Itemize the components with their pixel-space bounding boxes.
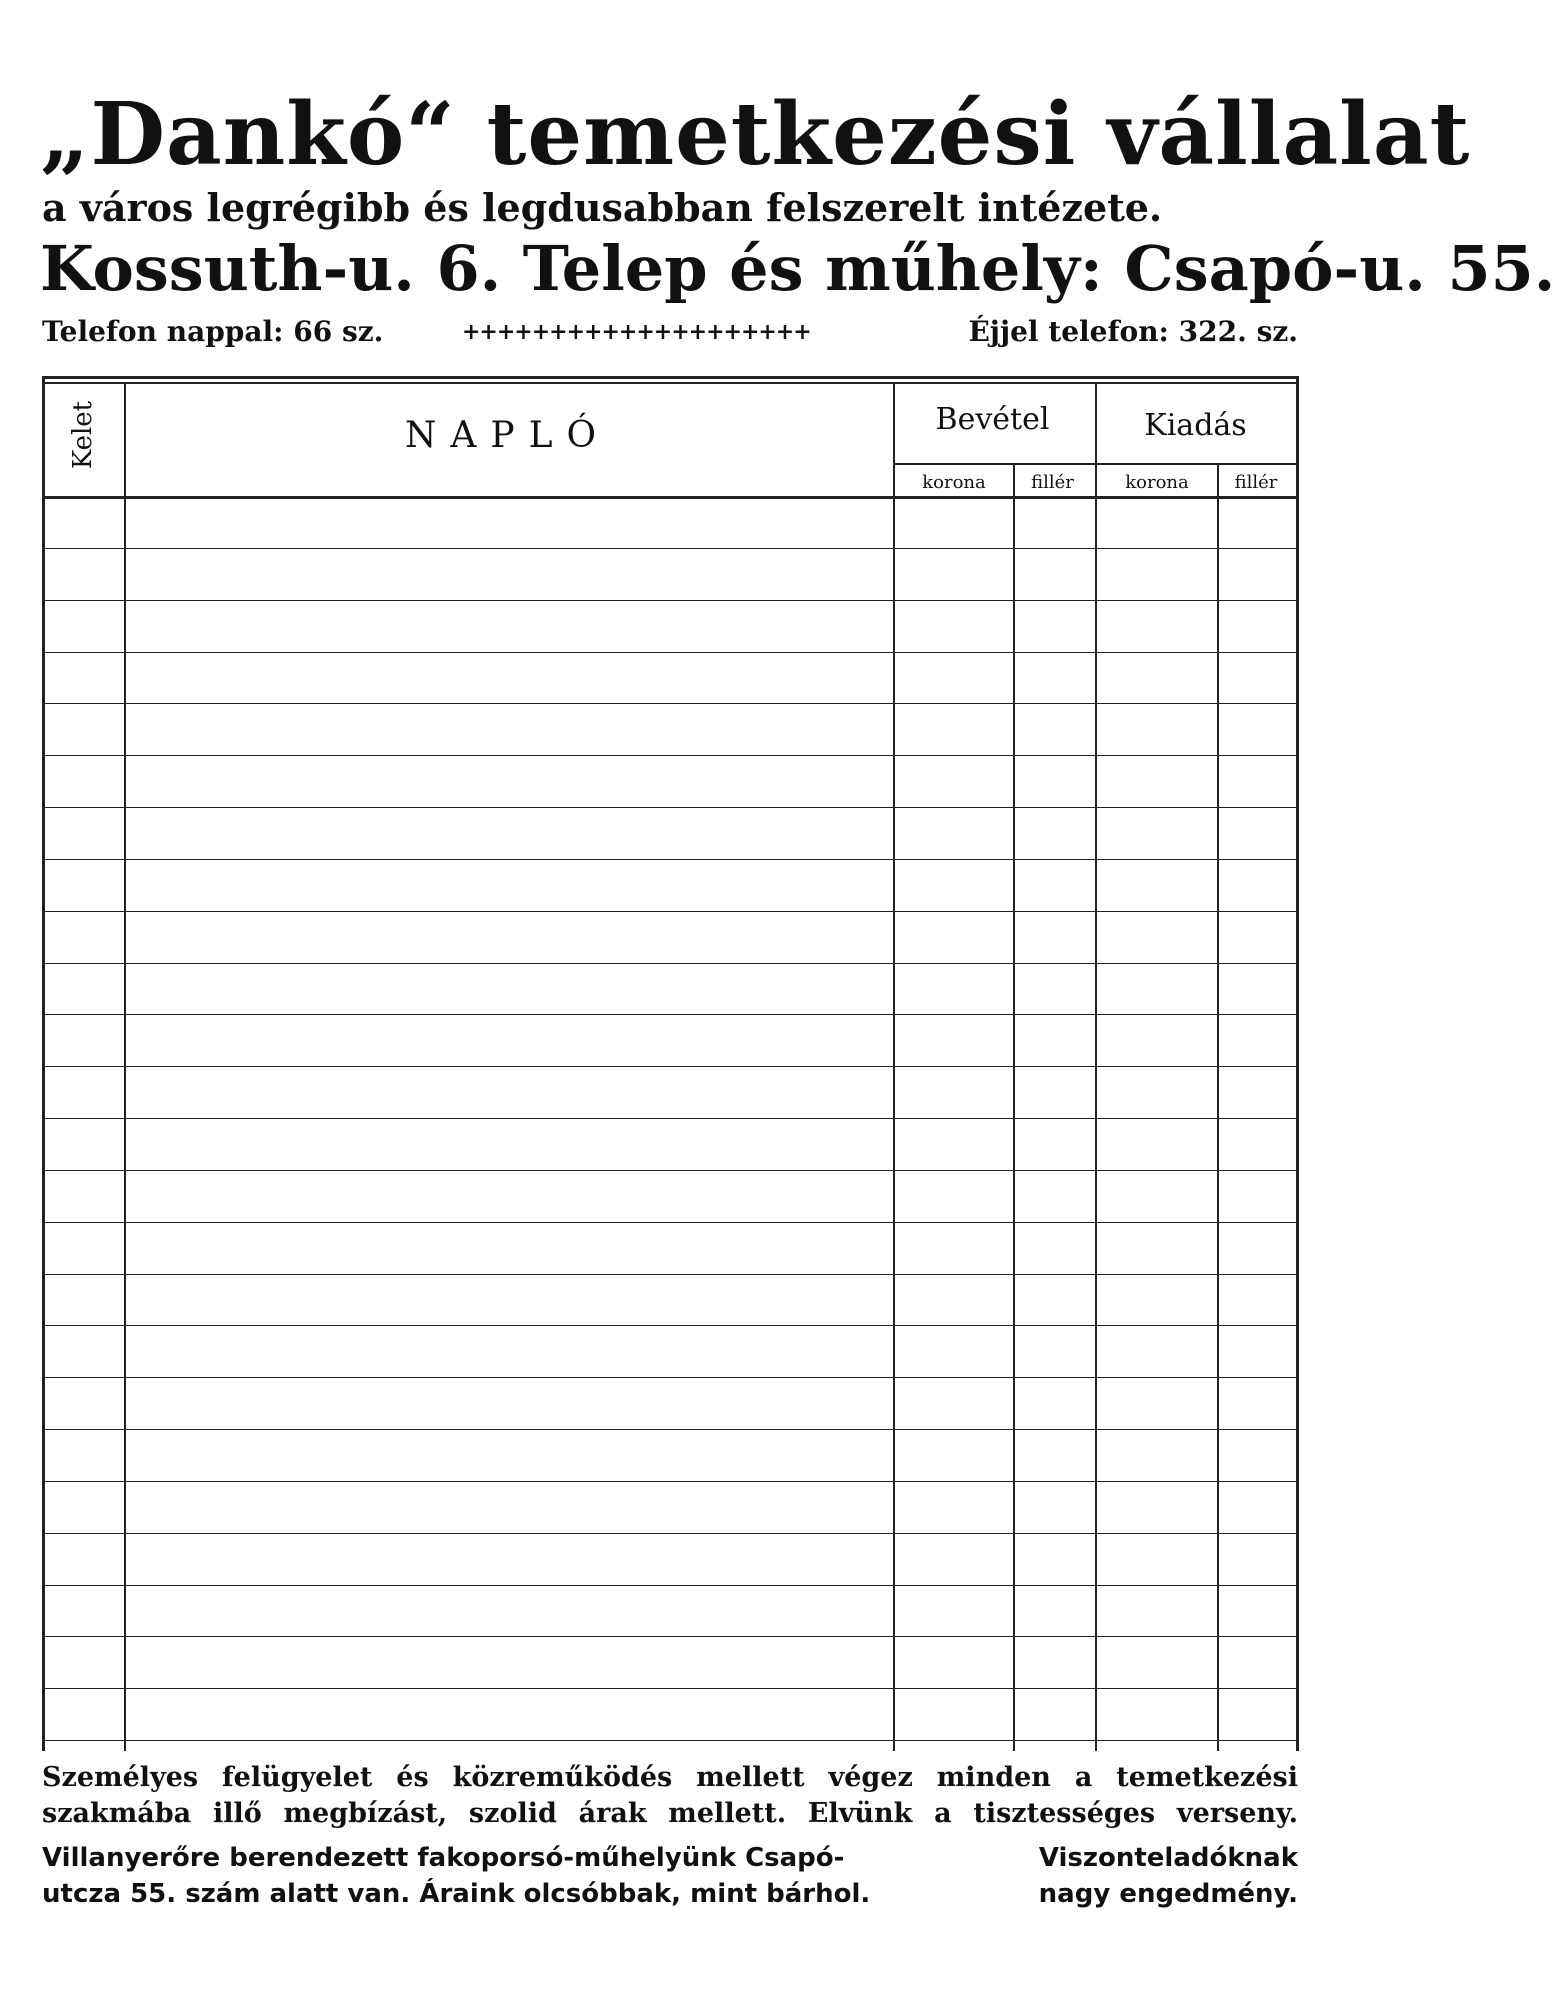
workshop-line-1: Villanyerőre berendezett fakoporsó-műhelyünk Csapó- [42, 1843, 845, 1873]
subheader-expense-korona: korona [1125, 472, 1189, 493]
ledger-row-rule [42, 1429, 1298, 1430]
phone-row [42, 312, 1298, 352]
column-header-expense: Kiadás [1144, 408, 1247, 443]
phone-day: Telefon nappal: 66 sz. [42, 315, 384, 348]
ledger-row-rule [42, 600, 1298, 601]
company-address: Kossuth-u. 6. Telep és műhely: Csapó-u. 55. [40, 232, 1555, 305]
ledger-row-rule [42, 1377, 1298, 1378]
footer-line-2: szakmába illő megbízást, szolid árak mellett. Elvünk a tisztességes verseny. [42, 1798, 1298, 1829]
phone-night: Éjjel telefon: 322. sz. [968, 315, 1298, 348]
ornament-divider: ++++++++++++++++++++ [462, 319, 811, 345]
ledger-row-rule [42, 1170, 1298, 1171]
ledger-row-rule [42, 1014, 1298, 1015]
footer-notice [42, 1760, 1298, 1832]
footer-ad-row [42, 1840, 1298, 1920]
subheader-expense-filler: fillér [1234, 472, 1278, 493]
subheader-income-korona: korona [922, 472, 986, 493]
column-header-date-label: Kelet [67, 400, 98, 470]
column-header-date [42, 385, 124, 485]
ledger-row-rule [42, 1585, 1298, 1586]
ledger-row-rule [42, 652, 1298, 653]
ledger-row-rule [42, 1222, 1298, 1223]
header-bottom-rule [42, 496, 1298, 499]
footer-line-1: Személyes felügyelet és közreműködés mellett végez minden a temetkezési [42, 1762, 1298, 1793]
ledger-row-rule [42, 1688, 1298, 1689]
ledger-top-rule-inner [42, 382, 1298, 384]
reseller-notice [998, 1840, 1298, 1912]
ledger-row-rule [42, 911, 1298, 912]
reseller-line-1: Viszonteladóknak [1038, 1843, 1298, 1873]
ledger-row-rule [42, 1118, 1298, 1119]
company-title: „Dankó“ temetkezési vállalat [40, 84, 1471, 185]
ledger-row-rule [42, 807, 1298, 808]
column-header-income: Bevétel [935, 402, 1050, 437]
ledger-row-rule [42, 703, 1298, 704]
ledger-row-rule [42, 755, 1298, 756]
expense-filler-rule [1217, 463, 1219, 1751]
subheader-income-filler: fillér [1031, 472, 1074, 493]
workshop-notice [42, 1840, 962, 1912]
left-border [42, 376, 45, 1751]
company-subtitle: a város legrégibb és legdusabban felszerelt intézete. [42, 185, 1163, 230]
footer-paragraph [42, 1760, 1298, 1832]
ledger-row-rule [42, 1274, 1298, 1275]
reseller-line-2: nagy engedmény. [1038, 1879, 1298, 1909]
column-header-journal: NAPLÓ [404, 415, 611, 456]
income-filler-rule [1013, 463, 1015, 1751]
workshop-line-2: utcza 55. szám alatt van. Áraink olcsóbbak, mint bárhol. [42, 1879, 871, 1909]
ledger-row-rule [42, 1740, 1298, 1741]
ledger-top-rule [42, 376, 1298, 379]
ledger-row-rule [42, 1533, 1298, 1534]
ledger-row-rule [42, 963, 1298, 964]
ledger-row-rule [42, 859, 1298, 860]
ledger-row-rule [42, 1481, 1298, 1482]
ledger-row-rule [42, 548, 1298, 549]
right-border [1296, 376, 1299, 1751]
ledger-row-rule [42, 1636, 1298, 1637]
ledger-row-rule [42, 1066, 1298, 1067]
ledger-row-rule [42, 1325, 1298, 1326]
